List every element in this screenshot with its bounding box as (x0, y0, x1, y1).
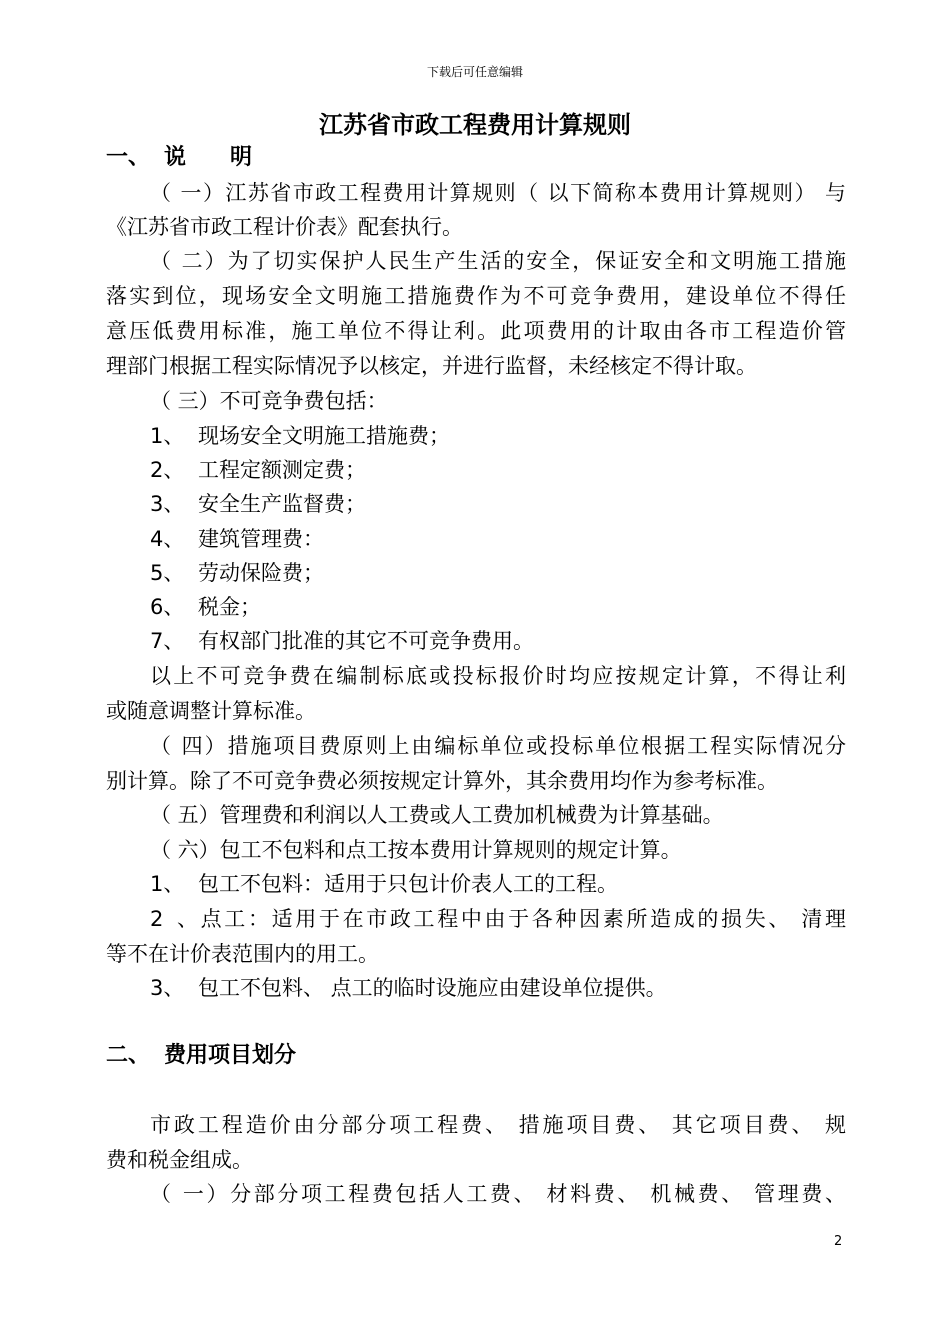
list-item (150, 869, 846, 899)
list-item-text: 建筑管理费： (198, 527, 324, 551)
paragraph-line: （ 一）分部分项工程费包括人工费、 材料费、 机械费、 管理费、 (150, 1182, 846, 1206)
paragraph-line: 意压低费用标准，施工单位不得让利。此项费用的计取由各市工程造价管 (106, 319, 846, 343)
list-item (150, 489, 846, 519)
paragraph-line: （ 五）管理费和利润以人工费或人工费加机械费为计算基础。 (150, 803, 724, 827)
list-item-text: 点工：适用于在市政工程中由于各种因素所造成的损失、 清理 (198, 907, 846, 931)
list-item (150, 524, 846, 554)
list-item-number: 1、 (150, 424, 185, 448)
list-item-number: 6、 (150, 595, 185, 619)
list-item-text: 税金； (198, 595, 261, 619)
paragraph-line: 费和税金组成。 (106, 1148, 253, 1172)
section-title: 费用项目划分 (164, 1043, 297, 1068)
section-number: 一、 (106, 145, 151, 170)
list-item-number: 7、 (150, 629, 185, 653)
list-item (150, 904, 846, 934)
paragraph-line: 以上不可竞争费在编制标底或投标报价时均应按规定计算，不得让利 (150, 664, 846, 688)
paragraph-line: 市政工程造价由分部分项工程费、 措施项目费、 其它项目费、 规 (150, 1113, 846, 1137)
paragraph-line: （ 二）为了切实保护人民生产生活的安全，保证安全和文明施工措施 (150, 249, 846, 273)
page-number: 2 (834, 1234, 843, 1249)
list-item-text: 现场安全文明施工措施费； (198, 424, 450, 448)
paragraph-line: 别计算。除了不可竞争费必须按规定计算外，其余费用均作为参考标准。 (106, 769, 778, 793)
list-item-number: 4、 (150, 527, 185, 551)
list-item-number: 5、 (150, 561, 185, 585)
paragraph-line: （ 六）包工不包料和点工按本费用计算规则的规定计算。 (150, 838, 682, 862)
list-item-text: 工程定额测定费； (198, 458, 366, 482)
page-header-note: 下载后可任意编辑 (426, 65, 523, 79)
list-item-text: 包工不包料：适用于只包计价表人工的工程。 (198, 872, 618, 896)
list-item-text: 有权部门批准的其它不可竞争费用。 (198, 629, 534, 653)
list-item (150, 973, 846, 1003)
section-heading-2 (106, 1040, 296, 1072)
paragraph-line: 落实到位，现场安全文明施工措施费作为不可竞争费用，建设单位不得任 (106, 284, 846, 308)
list-item (150, 421, 846, 451)
section-number: 二、 (106, 1043, 151, 1068)
paragraph-line: 或随意调整计算标准。 (106, 699, 316, 723)
list-item-number: 2、 (150, 458, 185, 482)
section-heading-1 (106, 142, 252, 174)
list-item (150, 592, 846, 622)
document-title: 江苏省市政工程费用计算规则 (319, 111, 631, 139)
list-item-continuation: 等不在计价表范围内的用工。 (106, 942, 379, 966)
paragraph-line: （ 三）不可竞争费包括： (150, 389, 388, 413)
list-item-number: 1、 (150, 872, 185, 896)
list-item-number: 3、 (150, 976, 185, 1000)
list-item-number: 3、 (150, 492, 185, 516)
paragraph-line: 《江苏省市政工程计价表》配套执行。 (106, 215, 463, 239)
list-item (150, 455, 846, 485)
paragraph-line: （ 一）江苏省市政工程费用计算规则（ 以下简称本费用计算规则） 与 (150, 181, 846, 205)
list-item-text: 安全生产监督费； (198, 492, 366, 516)
section-title: 说 明 (164, 145, 253, 170)
list-item-text: 包工不包料、 点工的临时设施应由建设单位提供。 (198, 976, 667, 1000)
paragraph-line: 理部门根据工程实际情况予以核定，并进行监督，未经核定不得计取。 (106, 354, 757, 378)
list-item-number: 2、 (150, 907, 198, 931)
list-item (150, 626, 846, 656)
list-item-text: 劳动保险费； (198, 561, 324, 585)
list-item (150, 558, 846, 588)
paragraph-line: （ 四）措施项目费原则上由编标单位或投标单位根据工程实际情况分 (150, 734, 846, 758)
